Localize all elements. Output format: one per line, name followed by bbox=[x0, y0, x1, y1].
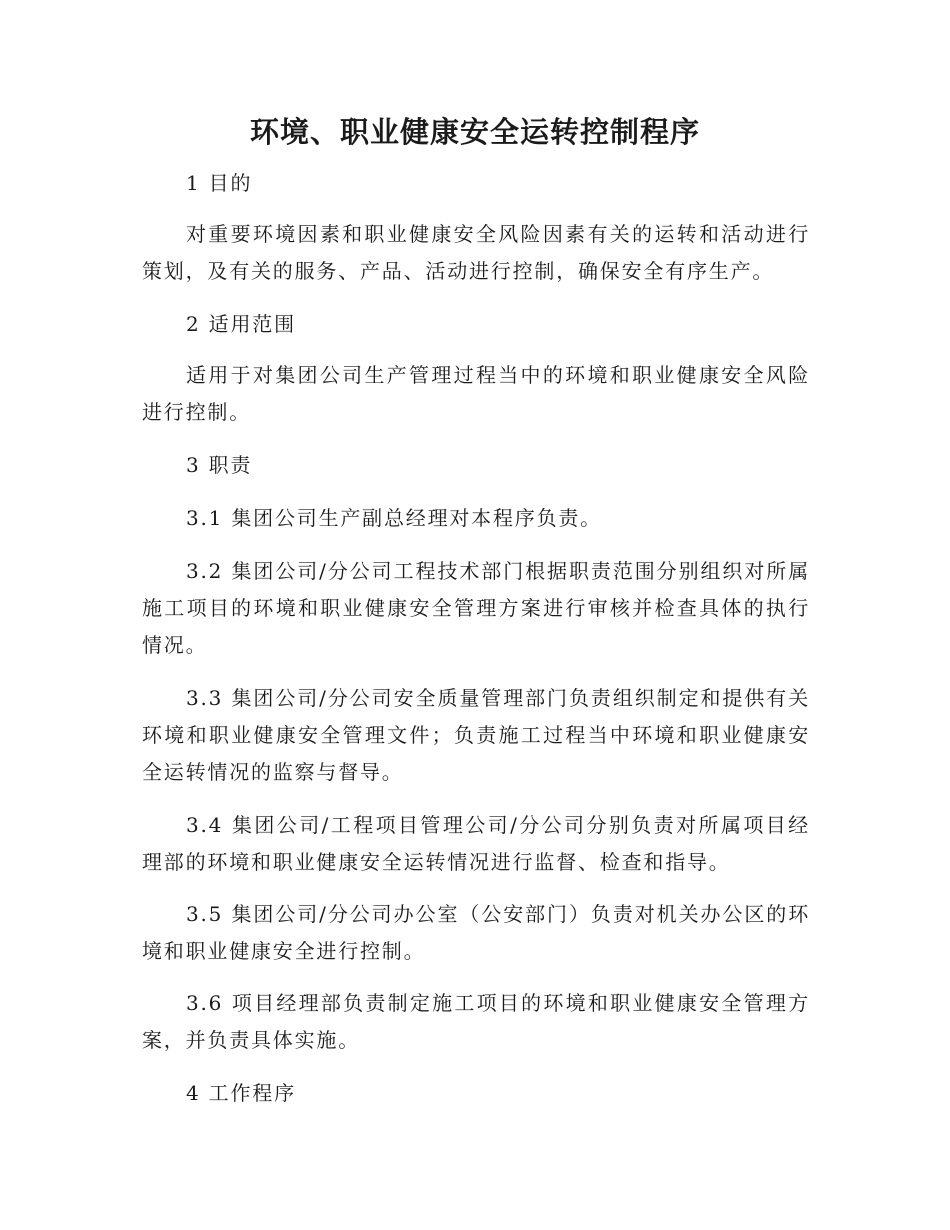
paragraph-3-6: 3.6 项目经理部负责制定施工项目的环境和职业健康安全管理方案，并负责具体实施。 bbox=[142, 991, 810, 1052]
paragraph-3-3: 3.3 集团公司/分公司安全质量管理部门负责组织制定和提供有关环境和职业健康安全管理文件；负责施工过程当中环境和职业健康安全运转情况的监察与督导。 bbox=[142, 686, 810, 784]
paragraph-3-5: 3.5 集团公司/分公司办公室（公安部门）负责对机关办公区的环境和职业健康安全进行控制。 bbox=[142, 902, 810, 963]
section-heading-responsibilities: 3 职责 bbox=[186, 453, 253, 477]
paragraph-3-4: 3.4 集团公司/工程项目管理公司/分公司分别负责对所属项目经理部的环境和职业健康安全运转情况进行监督、检查和指导。 bbox=[142, 813, 810, 874]
section-heading-scope: 2 适用范围 bbox=[186, 312, 296, 336]
paragraph-3-2: 3.2 集团公司/分公司工程技术部门根据职责范围分别组织对所属施工项目的环境和职业健康安全管理方案进行审核并检查具体的执行情况。 bbox=[142, 559, 810, 657]
paragraph-scope: 适用于对集团公司生产管理过程当中的环境和职业健康安全风险进行控制。 bbox=[142, 363, 810, 424]
section-heading-purpose: 1 目的 bbox=[186, 171, 253, 195]
paragraph-purpose: 对重要环境因素和职业健康安全风险因素有关的运转和活动进行策划，及有关的服务、产品、活动进行控制，确保安全有序生产。 bbox=[142, 222, 810, 283]
document-title: 环境、职业健康安全运转控制程序 bbox=[249, 115, 700, 149]
paragraph-3-1: 3.1 集团公司生产副总经理对本程序负责。 bbox=[186, 506, 602, 530]
section-heading-procedure: 4 工作程序 bbox=[186, 1081, 296, 1105]
